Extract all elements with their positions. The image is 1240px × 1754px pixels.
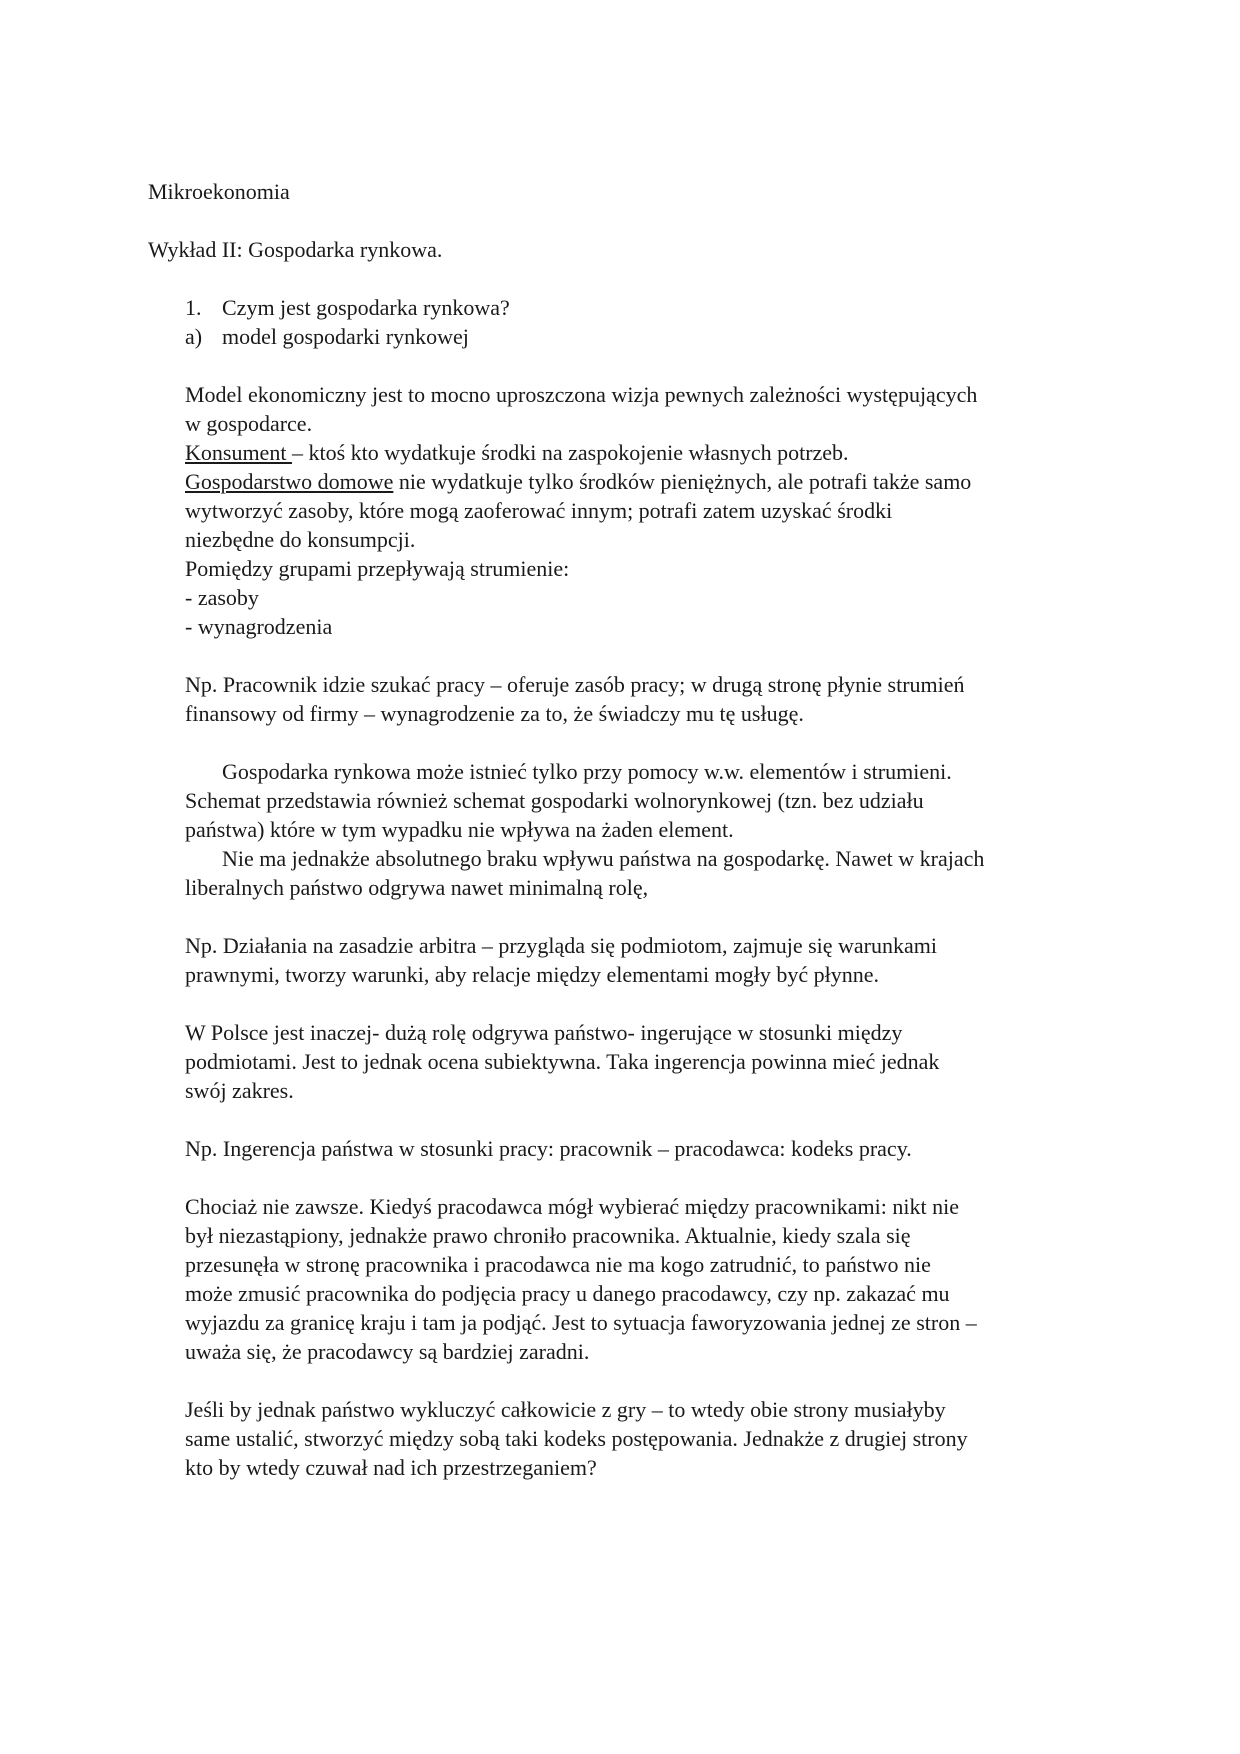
text-line: Gospodarka rynkowa może istnieć tylko przy pomocy w.w. elementów i strumieni. bbox=[222, 759, 952, 784]
text-line: liberalnych państwo odgrywa nawet minimalną rolę, bbox=[185, 875, 649, 900]
text-line: Np. Ingerencja państwa w stosunki pracy: pracownik – pracodawca: kodeks pracy. bbox=[185, 1136, 912, 1161]
text-line: niezbędne do konsumpcji. bbox=[185, 527, 416, 552]
text-line: Pomiędzy grupami przepływają strumienie: bbox=[185, 556, 570, 581]
text-line: finansowy od firmy – wynagrodzenie za to, że świadczy mu tę usługę. bbox=[185, 701, 804, 726]
definition-gospodarstwo bbox=[185, 467, 971, 496]
definition-text: nie wydatkuje tylko środków pieniężnych, ale potrafi także samo bbox=[393, 469, 972, 494]
text-line: państwa) które w tym wypadku nie wpływa na żaden element. bbox=[185, 817, 734, 842]
text-line: Schemat przedstawia również schemat gospodarki wolnorynkowej (tzn. bez udziału bbox=[185, 788, 924, 813]
text-line: swój zakres. bbox=[185, 1078, 294, 1103]
text-line: uważa się, że pracodawcy są bardziej zaradni. bbox=[185, 1339, 590, 1364]
text-line: wyjazdu za granicę kraju i tam ja podjąć. Jest to sytuacja faworyzowania jednej ze stron – bbox=[185, 1310, 977, 1335]
text-line: prawnymi, tworzy warunki, aby relacje między elementami mogły być płynne. bbox=[185, 962, 879, 987]
text-line: podmiotami. Jest to jednak ocena subiektywna. Taka ingerencja powinna mieć jednak bbox=[185, 1049, 940, 1074]
outline-marker: a) bbox=[185, 324, 203, 349]
lecture-title: Wykład II: Gospodarka rynkowa. bbox=[148, 237, 443, 262]
text-line: Chociaż nie zawsze. Kiedyś pracodawca mógł wybierać między pracownikami: nikt nie bbox=[185, 1194, 959, 1219]
term-konsument: Konsument bbox=[185, 440, 292, 465]
text-line: Nie ma jednakże absolutnego braku wpływu państwa na gospodarkę. Nawet w krajach bbox=[222, 846, 985, 871]
text-line: może zmusić pracownika do podjęcia pracy u danego pracodawcy, czy np. zakazać mu bbox=[185, 1281, 950, 1306]
definition-text: – ktoś kto wydatkuje środki na zaspokojenie własnych potrzeb. bbox=[291, 440, 849, 465]
outline-item: Czym jest gospodarka rynkowa? bbox=[222, 295, 510, 320]
term-gospodarstwo-domowe: Gospodarstwo domowe bbox=[185, 469, 394, 494]
text-line: był niezastąpiony, jednakże prawo chroniło pracownika. Aktualnie, kiedy szala się bbox=[185, 1223, 911, 1248]
definition-konsument bbox=[185, 438, 849, 467]
text-line: wytworzyć zasoby, które mogą zaoferować innym; potrafi zatem uzyskać środki bbox=[185, 498, 893, 523]
text-line: Np. Działania na zasadzie arbitra – przygląda się podmiotom, zajmuje się warunkami bbox=[185, 933, 937, 958]
text-line: kto by wtedy czuwał nad ich przestrzeganiem? bbox=[185, 1455, 597, 1480]
outline-item: model gospodarki rynkowej bbox=[222, 324, 469, 349]
text-line: Jeśli by jednak państwo wykluczyć całkowicie z gry – to wtedy obie strony musiałyby bbox=[185, 1397, 946, 1422]
text-line: same ustalić, stworzyć między sobą taki kodeks postępowania. Jednakże z drugiej strony bbox=[185, 1426, 968, 1451]
list-item: - wynagrodzenia bbox=[185, 614, 333, 639]
list-item: - zasoby bbox=[185, 585, 259, 610]
text-line: w gospodarce. bbox=[185, 411, 313, 436]
text-line: W Polsce jest inaczej- dużą rolę odgrywa państwo- ingerujące w stosunki między bbox=[185, 1020, 903, 1045]
text-line: przesunęła w stronę pracownika i pracodawca nie ma kogo zatrudnić, to państwo nie bbox=[185, 1252, 931, 1277]
text-line: Model ekonomiczny jest to mocno uproszczona wizja pewnych zależności występujących bbox=[185, 382, 978, 407]
text-line: Np. Pracownik idzie szukać pracy – oferuje zasób pracy; w drugą stronę płynie strumień bbox=[185, 672, 965, 697]
outline-marker: 1. bbox=[185, 295, 202, 320]
document-subject: Mikroekonomia bbox=[148, 179, 290, 204]
